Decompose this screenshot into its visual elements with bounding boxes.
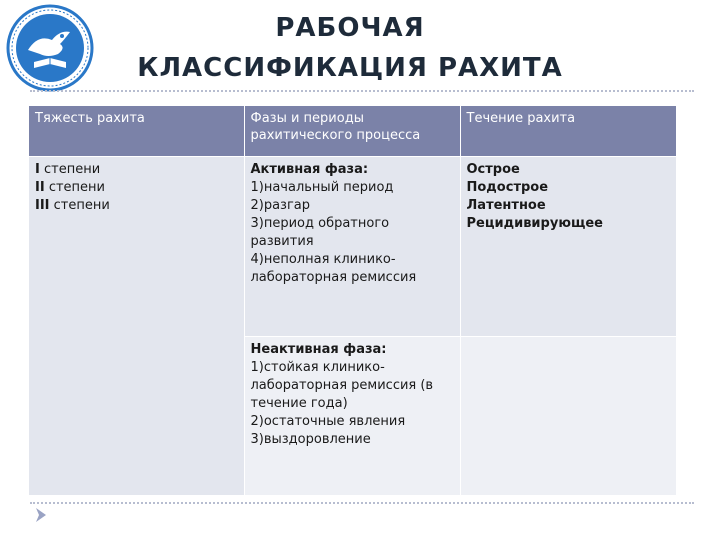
active-phase-heading: Активная фаза: [250, 162, 369, 177]
course-item: Рецидивирующее [466, 216, 603, 231]
list-item: 3)период обратного развития [250, 216, 390, 249]
university-logo [6, 4, 94, 92]
top-divider [30, 90, 694, 92]
course-cell [460, 157, 676, 337]
list-item: 2)остаточные явления [250, 414, 406, 429]
table-header-row [29, 106, 676, 157]
list-item: 2)разгар [250, 198, 311, 213]
active-phase-cell [244, 157, 460, 337]
empty-course-cell [460, 337, 676, 496]
header-severity: Тяжесть рахита [29, 106, 244, 157]
inactive-phase-cell [244, 337, 460, 496]
bottom-divider [30, 502, 694, 504]
classification-table [29, 106, 677, 495]
title-line-1: РАБОЧАЯ [275, 13, 425, 43]
severity-item: III степени [35, 198, 110, 213]
inactive-phase-heading: Неактивная фаза: [250, 342, 387, 357]
table-row [29, 157, 676, 337]
severity-cell [29, 157, 244, 496]
list-item: 4)неполная клинико-лабораторная ремиссия [250, 252, 417, 285]
list-item: 3)выздоровление [250, 432, 371, 447]
header-course: Течение рахита [460, 106, 676, 157]
header-phases: Фазы и периоды рахитического процесса [244, 106, 460, 157]
course-item: Латентное [466, 198, 546, 213]
list-item: 1)стойкая клинико-лабораторная ремиссия (в течение года) [250, 360, 434, 411]
severity-item: I степени [35, 162, 101, 177]
title-line-2: КЛАССИФИКАЦИЯ РАХИТА [137, 53, 563, 83]
page-title [100, 8, 600, 88]
severity-item: II степени [35, 180, 105, 195]
slide-nav-arrow-icon[interactable] [34, 506, 48, 524]
course-item: Подострое [466, 180, 549, 195]
list-item: 1)начальный период [250, 180, 394, 195]
course-item: Острое [466, 162, 520, 177]
